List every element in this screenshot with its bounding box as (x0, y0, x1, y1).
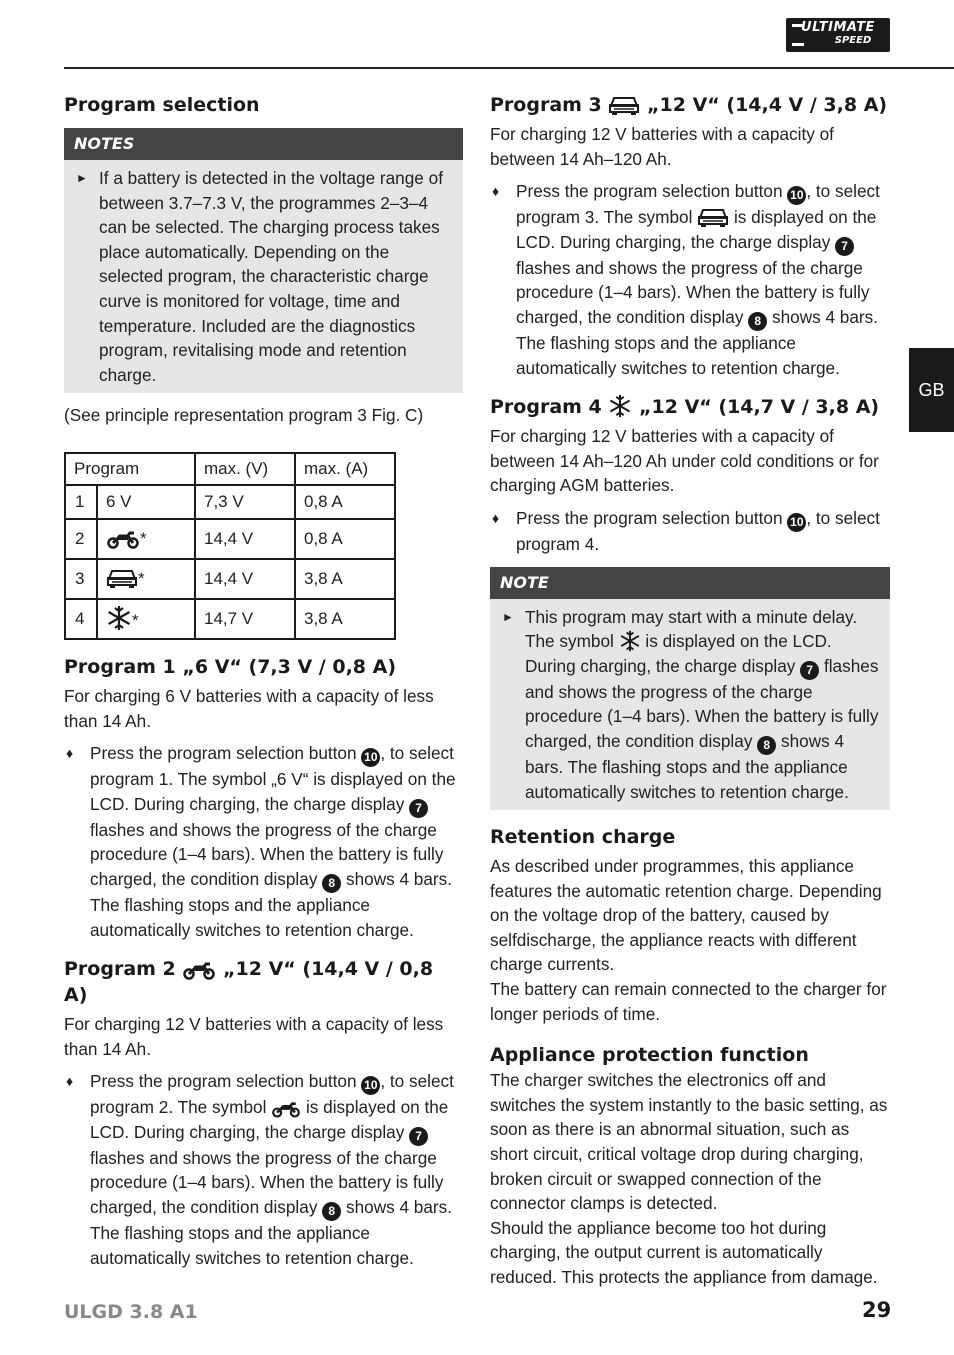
motorcycle-icon (182, 960, 216, 980)
retention-text-1: As described under programmes, this appliance features the automatic retention charge. Depending on the voltage drop of the battery, caused by selfdischarge, the appliance reacts with different charge currents. (490, 856, 882, 975)
language-tab: GB (909, 348, 954, 432)
ref-badge-button: 10 (361, 1076, 380, 1095)
table-symbol-asterisk: * (140, 528, 147, 548)
step-text: , to select program 1. The symbol „6 V“ is displayed on the LCD. During charging, the charge display (90, 743, 456, 814)
step-text: , to select program 3. The symbol (516, 181, 880, 228)
note-text: is displayed on the LCD. During charging, the charge display (525, 631, 832, 676)
table-header-volt: max. (V) (195, 453, 295, 485)
motorcycle-icon (271, 1100, 301, 1118)
logo-line2: SPEED (834, 35, 872, 46)
table-symbol-asterisk: * (132, 611, 139, 631)
notes-body (64, 160, 463, 393)
table-cell-symbol (97, 519, 195, 559)
ref-badge-condition: 8 (322, 1202, 341, 1221)
table-cell-symbol (97, 559, 195, 599)
table-cell-num: 2 (65, 519, 97, 559)
ref-badge-charge: 7 (409, 799, 428, 818)
step-text: Press the program selection button (516, 507, 783, 528)
program-4-title-b: „12 V“ (14,7 V / 3,8 A) (639, 396, 880, 419)
program-4-step (490, 506, 890, 557)
program-3-step (490, 179, 890, 380)
program-table (64, 452, 396, 640)
bullet-diamond-icon: ♦ (492, 509, 500, 526)
see-principle-text: (See principle representation program 3 Fig. C) (64, 405, 424, 426)
table-cell-symbol: 6 V (97, 485, 195, 519)
program-2-title-b: „12 V“ (14,4 V / 0,8 A) (64, 958, 434, 1007)
pointer-arrow-icon: ► (76, 171, 88, 185)
step-text: Press the program selection button (516, 181, 783, 202)
program-4-intro: For charging 12 V batteries with a capacity of between 14 Ah–120 Ah under cold conditions or for charging AGM batteries. (490, 426, 879, 496)
section-title-program-selection: Program selection (64, 94, 260, 116)
table-row (65, 519, 395, 559)
table-cell-amp: 0,8 A (295, 485, 395, 519)
note-body (490, 599, 890, 811)
logo-bars-icon (792, 24, 804, 46)
ref-badge-condition: 8 (748, 312, 767, 331)
ref-badge-button: 10 (787, 513, 806, 532)
ref-badge-charge: 7 (835, 237, 854, 256)
section-title-program-3 (490, 92, 890, 118)
notes-text: If a battery is detected in the voltage range of between 3.7–7.3 V, the programmes 2–3–4 can be selected. The charging process takes place automatically. Depending on the selected program, the characteristic charge curve is monitored for voltage, time and temperature. Included are the diagnostics program, revitalising mode and retention charge. (99, 168, 443, 385)
note-text: shows 4 bars. The flashing stops and the appliance automatically switches to retention charge. (525, 730, 849, 802)
step-text: shows 4 bars. The flashing stops and the appliance automatically switches to retention charge. (90, 1197, 453, 1268)
step-text: shows 4 bars. The flashing stops and the appliance automatically switches to retention charge. (90, 868, 453, 940)
ref-badge-condition: 8 (322, 874, 341, 893)
notes-box (64, 128, 463, 393)
table-cell-amp: 3,8 A (295, 559, 395, 599)
table-header-amp: max. (A) (295, 453, 395, 485)
table-cell-amp: 0,8 A (295, 519, 395, 559)
program-3-intro: For charging 12 V batteries with a capacity of between 14 Ah–120 Ah. (490, 124, 834, 169)
step-text: flashes and shows the progress of the charge procedure (1–4 bars). When the battery is fully charged, the condition display (90, 819, 444, 889)
protection-text-2: Should the appliance become too hot during charging, the output current is automatically reduced. This protects the appliance from damage. (490, 1217, 878, 1287)
section-title-protection: Appliance protection function (490, 1044, 809, 1067)
table-cell-num: 3 (65, 559, 97, 599)
snowflake-icon (106, 605, 132, 631)
note-box (490, 567, 890, 811)
program-1-step (64, 741, 463, 942)
ref-badge-charge: 7 (800, 661, 819, 680)
car-icon (697, 206, 729, 228)
car-icon (608, 94, 640, 116)
table-row (65, 599, 395, 639)
program-1-intro: For charging 6 V batteries with a capacity of less than 14 Ah. (64, 685, 434, 731)
notes-label: NOTES (64, 128, 463, 160)
right-column (490, 92, 890, 1290)
program-4-title-a: Program 4 (490, 396, 602, 419)
section-title-program-4 (490, 394, 890, 420)
table-header-program: Program (65, 453, 195, 485)
table-row (65, 559, 395, 599)
snowflake-icon (619, 630, 641, 652)
pointer-arrow-icon: ► (502, 609, 514, 624)
ref-badge-condition: 8 (757, 736, 776, 755)
bullet-diamond-icon: ♦ (492, 183, 500, 200)
left-column (64, 92, 463, 1270)
bullet-diamond-icon: ♦ (66, 1073, 74, 1090)
step-text: Press the program selection button (90, 743, 357, 764)
program-2-title-a: Program 2 (64, 958, 176, 981)
table-cell-volt: 14,7 V (195, 599, 295, 639)
table-cell-symbol (97, 599, 195, 639)
ref-badge-button: 10 (787, 186, 806, 205)
program-3-title-a: Program 3 (490, 94, 602, 116)
snowflake-icon (608, 394, 632, 418)
note-text: This program may start with a minute delay. The symbol (525, 606, 858, 652)
program-2-intro: For charging 12 V batteries with a capacity of less than 14 Ah. (64, 1014, 444, 1059)
step-text: , to select program 2. The symbol (90, 1071, 454, 1118)
program-3-title-b: „12 V“ (14,4 V / 3,8 A) (647, 94, 888, 116)
footer-model: ULGD 3.8 A1 (64, 1301, 198, 1323)
motorcycle-icon (106, 529, 140, 549)
step-text: shows 4 bars. The flashing stops and the appliance automatically switches to retention charge. (516, 306, 879, 378)
header-rule (64, 67, 954, 69)
note-label: NOTE (490, 567, 890, 599)
table-cell-num: 1 (65, 485, 97, 519)
step-text: is displayed on the LCD. During charging, the charge display (516, 207, 877, 252)
protection-text-1: The charger switches the electronics off and switches the system instantly to the basic setting, as soon as there is an abnormal situation, such as short circuit, critical voltage drop during charging, broken circuit or swapped connection of the connector clamps is detected. (490, 1070, 888, 1214)
page-number: 29 (862, 1298, 892, 1322)
table-cell-num: 4 (65, 599, 97, 639)
bullet-diamond-icon: ♦ (66, 745, 74, 762)
note-text: flashes and shows the progress of the charge procedure (1–4 bars). When the battery is fully charged, the condition display (525, 655, 879, 751)
brand-logo (786, 18, 890, 52)
section-title-retention: Retention charge (490, 826, 676, 849)
retention-text-2: The battery can remain connected to the charger for longer periods of time. (490, 979, 887, 1024)
step-text: is displayed on the LCD. During charging, the charge display (90, 1097, 449, 1142)
logo-line1: ULTIMATE (801, 20, 875, 35)
section-title-program-1: Program 1 „6 V“ (7,3 V / 0,8 A) (64, 655, 397, 678)
step-text: flashes and shows the progress of the charge procedure (1–4 bars). When the battery is fully charged, the condition display (516, 257, 870, 327)
step-text: Press the program selection button (90, 1071, 357, 1092)
ref-badge-button: 10 (361, 748, 380, 767)
table-header-row (65, 453, 395, 485)
step-text: flashes and shows the progress of the charge procedure (1–4 bars). When the battery is fully charged, the condition display (90, 1147, 444, 1218)
table-cell-volt: 14,4 V (195, 559, 295, 599)
program-2-step (64, 1069, 463, 1270)
table-cell-amp: 3,8 A (295, 599, 395, 639)
step-text: , to select program 4. (516, 507, 880, 554)
car-icon (106, 567, 138, 589)
section-title-program-2 (64, 956, 463, 1008)
ref-badge-charge: 7 (409, 1127, 428, 1146)
table-cell-volt: 7,3 V (195, 485, 295, 519)
table-cell-volt: 14,4 V (195, 519, 295, 559)
table-symbol-asterisk: * (138, 569, 145, 589)
table-row (65, 485, 395, 519)
